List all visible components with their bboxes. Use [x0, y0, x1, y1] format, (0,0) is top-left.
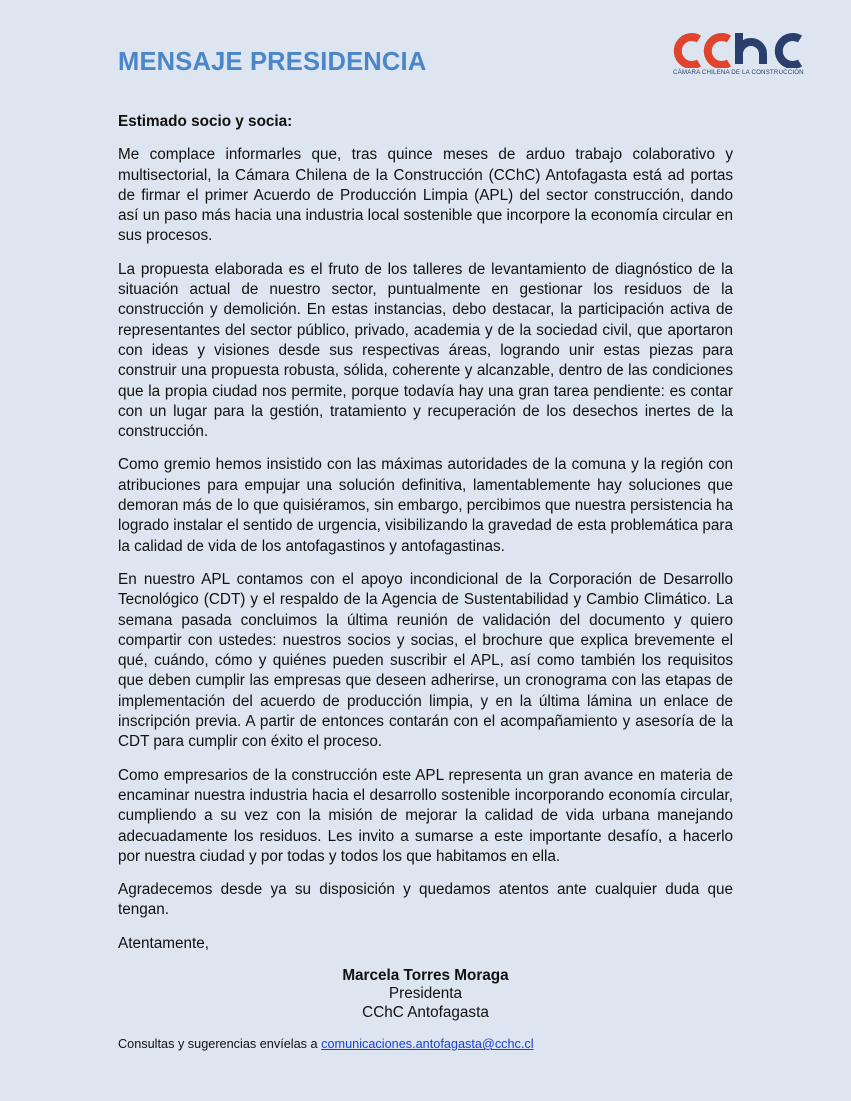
paragraph: Me complace informarles que, tras quince meses de arduo trabajo colaborativo y multisectorial, la Cámara Chilena de la Construcción (CChC) Antofagasta está ad portas de firmar el primer Acuerdo de Producción Limpia (APL) del sector construcción, dando así un paso más hacia una industria local sostenible que incorpore la economía circular en sus procesos.: [118, 146, 733, 245]
letter-body: [118, 112, 733, 1022]
thanks-line: Agradecemos desde ya su disposición y quedamos atentos ante cualquier duda que tengan.: [118, 881, 733, 919]
signer-organization: CChC Antofagasta: [362, 1003, 489, 1021]
page-title: MENSAJE PRESIDENCIA: [118, 48, 427, 76]
signature-block: [118, 967, 733, 1023]
paragraph: Como gremio hemos insistido con las máximas autoridades de la comuna y la región con atribuciones para empujar una solución definitiva, lamentablemente hay soluciones que demoran más de lo que quisiéramos, sin embargo, percibimos que nuestra persistencia ha logrado instalar el sentido de urgencia, visibilizando la gravedad de esta problemática para la calidad de vida de los antofagastinos y antofagastinas.: [118, 456, 733, 555]
signer-role: Presidenta: [388, 985, 463, 1003]
footer-contact: [118, 1037, 534, 1051]
paragraph: En nuestro APL contamos con el apoyo incondicional de la Corporación de Desarrollo Tecnológico (CDT) y el respaldo de la Agencia de Sustentabilidad y Cambio Climático. La semana pasada concluimos la última reunión de validación del documento y quiero compartir con ustedes: nuestros socios y socias, el brochure que explica brevemente el qué, cuándo, cómo y quiénes pueden suscribir el APL, así como también los requisitos que deben cumplir las empresas que deseen adherirse, un cronograma con las etapas de implementación del acuerdo de producción limpia, y en la última lámina un enlace de inscripción previa. A partir de entonces contarán con el acompañamiento y asesoría de la CDT para cumplir con éxito el proceso.: [118, 570, 733, 751]
greeting: Estimado socio y socia:: [118, 113, 293, 130]
closing: Atentamente,: [118, 934, 209, 952]
signer-name: Marcela Torres Moraga: [342, 966, 509, 984]
logo-tagline: CÁMARA CHILENA DE LA CONSTRUCCIÓN: [673, 69, 804, 76]
cchc-logo: [673, 32, 805, 80]
paragraph: La propuesta elaborada es el fruto de los talleres de levantamiento de diagnóstico de la situación actual de nuestro sector, puntualmente en gestionar los residuos de la construcción y demolición. En estas instancias, debo destacar, la participación activa de representantes del sector público, privado, academia y de la sociedad civil, que aportaron con ideas y visiones desde sus respectivas áreas, logrando unir estas piezas para construir una propuesta robusta, sólida, coherente y alcanzable, dentro de las condiciones que la propia ciudad nos permite, porque todavía hay una gran tarea pendiente: es contar con un lugar para la gestión, tratamiento y recuperación de los desechos inertes de la construcción.: [118, 260, 733, 441]
contact-email-link[interactable]: comunicaciones.antofagasta@cchc.cl: [321, 1037, 534, 1051]
cchc-logo-mark: [673, 32, 805, 68]
paragraph: Como empresarios de la construcción este APL representa un gran avance en materia de encaminar nuestra industria hacia el desarrollo sostenible incorporando economía circular, cumpliendo a su vez con la misión de mejorar la calidad de vida urbana manejando adecuadamente los residuos. Les invito a sumarse a este importante desafío, a hacerlo por nuestra ciudad y por todas y todos los que habitamos en ella.: [118, 766, 733, 865]
footer-text: Consultas y sugerencias envíelas a: [118, 1037, 322, 1051]
